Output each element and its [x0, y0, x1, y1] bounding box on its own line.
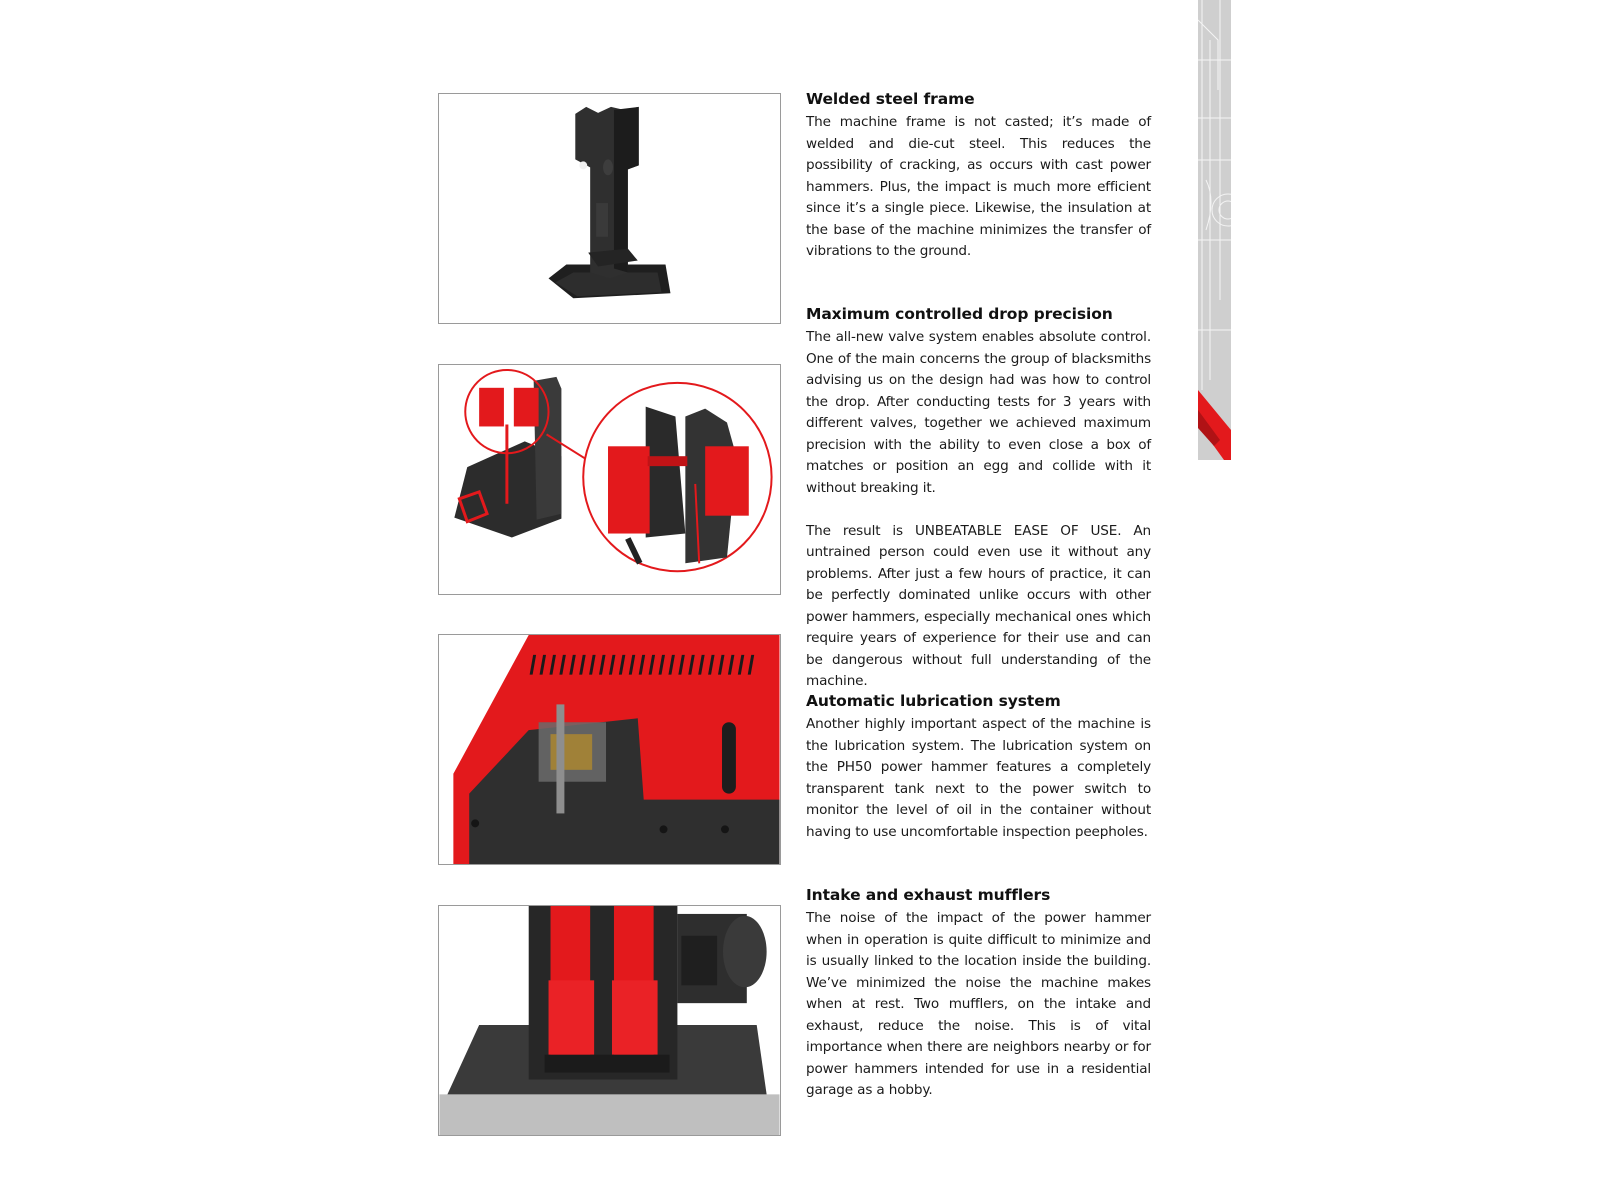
mufflers-illustration — [439, 906, 780, 1135]
section-lubrication — [806, 692, 1151, 843]
section-title: Intake and exhaust mufflers — [806, 886, 1051, 904]
section-title: Welded steel frame — [806, 90, 975, 108]
valve-system-illustration — [439, 365, 780, 594]
welded-frame-image — [438, 93, 781, 324]
valve-system-image — [438, 364, 781, 595]
decorative-blueprint-strip — [1198, 0, 1231, 460]
welded-frame-illustration — [439, 94, 780, 323]
section-paragraph: The noise of the impact of the power hammer when in operation is quite difficult to minimize and is usually linked to the location inside the building. We’ve minimized the noise the machine makes when at rest. Two mufflers, on the intake and exhaust, reduce the noise. This is of vital importance when there are neighbors nearby or for power hammers intended for use in a residential garage as a hobby. — [806, 910, 1151, 1098]
lubrication-image — [438, 634, 781, 865]
blueprint-strip-graphic — [1198, 0, 1231, 460]
section-welded-frame — [806, 90, 1151, 263]
section-paragraph: The machine frame is not casted; it’s made of welded and die-cut steel. This reduces the possibility of cracking, as occurs with cast power hammers. Plus, the impact is much more efficient since it’s a single piece. Likewise, the insulation at the base of the machine minimizes the transfer of vibrations to the ground. — [806, 114, 1151, 259]
section-title: Maximum controlled drop precision — [806, 305, 1113, 323]
section-mufflers — [806, 886, 1151, 1102]
section-paragraph: Another highly important aspect of the machine is the lubrication system. The lubrication system on the PH50 power hammer features a completely transparent tank next to the power switch to monitor the level of oil in the container without having to use uncomfortable inspection peepholes. — [806, 716, 1151, 840]
lubrication-illustration — [439, 635, 780, 864]
section-drop-precision — [806, 305, 1151, 693]
mufflers-image — [438, 905, 781, 1136]
section-paragraph: The all-new valve system enables absolute control. One of the main concerns the group of blacksmiths advising us on the design had was how to control the drop. After conducting tests for 3 years with different valves, together we achieved maximum precision with the ability to even close a box of matches or position an egg and collide with it without breaking it. — [806, 329, 1151, 496]
section-title: Automatic lubrication system — [806, 692, 1061, 710]
section-paragraph: The result is UNBEATABLE EASE OF USE. An untrained person could even use it without any problems. After just a few hours of practice, it can be perfectly dominated unlike occurs with other power hammers, especially mechanical ones which require years of experience for their use and can be dangerous without full understanding of the machine. — [806, 522, 1151, 689]
